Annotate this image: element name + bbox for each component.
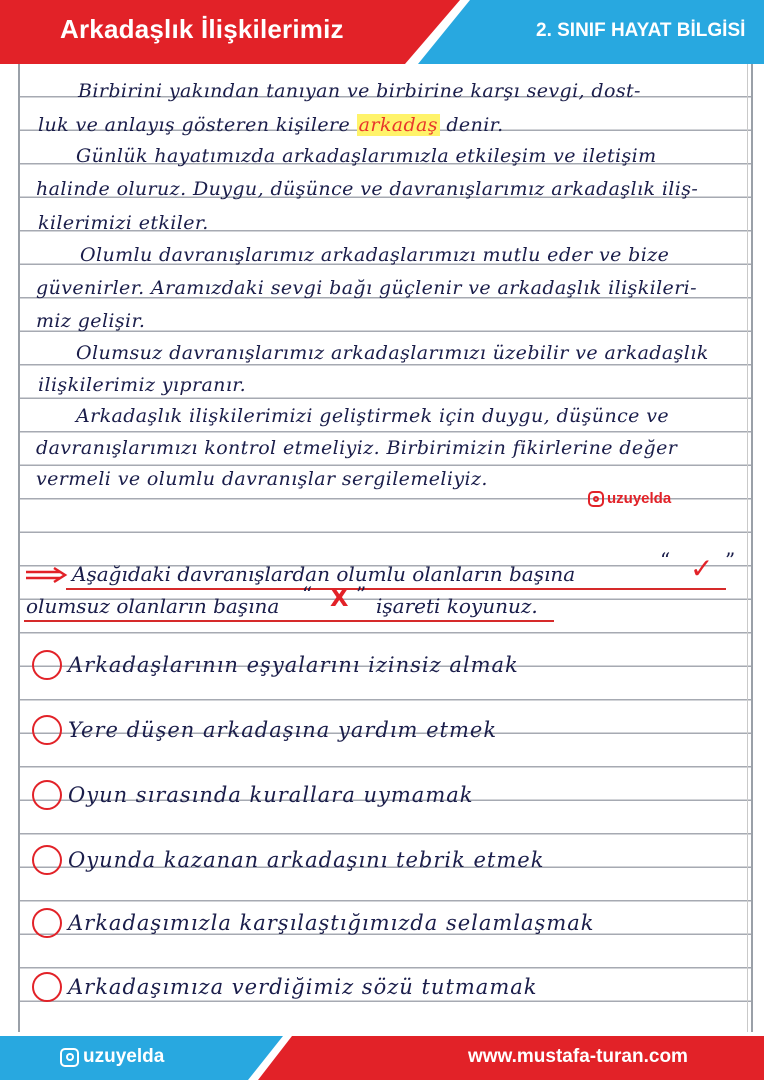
question-underline-2 — [24, 620, 554, 622]
text-line-7: güvenirler. Aramızdaki sevgi bağı güçlenir ve arkadaşlık ilişkileri- — [36, 277, 697, 299]
answer-circle[interactable] — [32, 780, 62, 810]
page-title: Arkadaşlık İlişkilerimiz — [60, 14, 344, 44]
instagram-icon — [60, 1048, 79, 1067]
answer-circle[interactable] — [32, 972, 62, 1002]
item-text: Arkadaşımızla karşılaştığımızda selamlaşmak — [68, 911, 595, 935]
item-text: Oyun sırasında kurallara uymamak — [68, 783, 474, 807]
text-line-2-start: luk ve anlayış gösteren kişilere — [38, 114, 351, 136]
text-line-6: Olumlu davranışlarımız arkadaşlarımızı mutlu eder ve bize — [80, 244, 670, 266]
check-mark-symbol: ✓ — [690, 552, 714, 585]
text-line-5: kilerimizi etkiler. — [38, 212, 209, 234]
question-line-1: Aşağıdaki davranışlardan olumlu olanların başına — [72, 562, 576, 586]
item-text: Arkadaşımıza verdiğimiz sözü tutmamak — [68, 975, 538, 999]
list-item — [32, 845, 544, 875]
text-line-13: vermeli ve olumlu davranışlar sergilemeliyiz. — [36, 468, 488, 490]
instagram-icon — [588, 491, 604, 507]
subject-label: 2. SINIF HAYAT BİLGİSİ — [536, 20, 746, 41]
text-line-2 — [38, 114, 504, 136]
text-line-2-end: denir. — [446, 114, 504, 136]
answer-circle[interactable] — [32, 650, 62, 680]
close-quote: ” — [725, 548, 736, 572]
text-line-11: Arkadaşlık ilişkilerimizi geliştirmek için duygu, düşünce ve — [76, 405, 669, 427]
answer-circle[interactable] — [32, 908, 62, 938]
brand-tag-label: uzuyelda — [607, 490, 672, 507]
item-text: Oyunda kazanan arkadaşını tebrik etmek — [68, 848, 545, 872]
text-line-4: halinde oluruz. Duygu, düşünce ve davranışlarımız arkadaşlık iliş- — [36, 178, 699, 200]
footer-social[interactable] — [60, 1046, 164, 1068]
text-line-10: ilişkilerimiz yıpranır. — [38, 374, 247, 396]
text-line-12: davranışlarımızı kontrol etmeliyiz. Birbirimizin fikirlerine değer — [36, 437, 678, 459]
answer-circle[interactable] — [32, 715, 62, 745]
text-line-8: miz gelişir. — [36, 310, 146, 332]
footer-social-label: uzuyelda — [83, 1046, 165, 1067]
arrow-right-icon — [24, 566, 68, 584]
list-item — [32, 650, 519, 680]
open-quote: “ — [660, 548, 671, 572]
brand-tag — [588, 490, 671, 507]
question-line-2: olumsuz olanların başına — [26, 594, 280, 618]
answer-circle[interactable] — [32, 845, 62, 875]
list-item — [32, 780, 474, 810]
text-line-3: Günlük hayatımızda arkadaşlarımızla etkileşim ve iletişim — [76, 145, 657, 167]
text-line-1: Birbirini yakından tanıyan ve birbirine karşı sevgi, dost- — [78, 80, 641, 102]
item-text: Yere düşen arkadaşına yardım etmek — [68, 718, 498, 742]
open-quote-2: “ — [302, 582, 313, 606]
page-margin-line — [747, 64, 748, 1032]
list-item — [32, 972, 538, 1002]
list-item — [32, 908, 594, 938]
highlighted-word: arkadaş — [358, 114, 438, 136]
list-item — [32, 715, 497, 745]
close-quote-2: ” — [356, 582, 367, 606]
question-underline-1 — [66, 588, 726, 590]
question-line-2-end: işareti koyunuz. — [376, 594, 538, 618]
text-line-9: Olumsuz davranışlarımız arkadaşlarımızı üzebilir ve arkadaşlık — [76, 342, 709, 364]
item-text: Arkadaşlarının eşyalarını izinsiz almak — [68, 653, 519, 677]
x-mark-symbol: X — [330, 584, 349, 612]
notebook-page — [18, 64, 753, 1032]
footer-website-link[interactable]: www.mustafa-turan.com — [468, 1046, 688, 1067]
